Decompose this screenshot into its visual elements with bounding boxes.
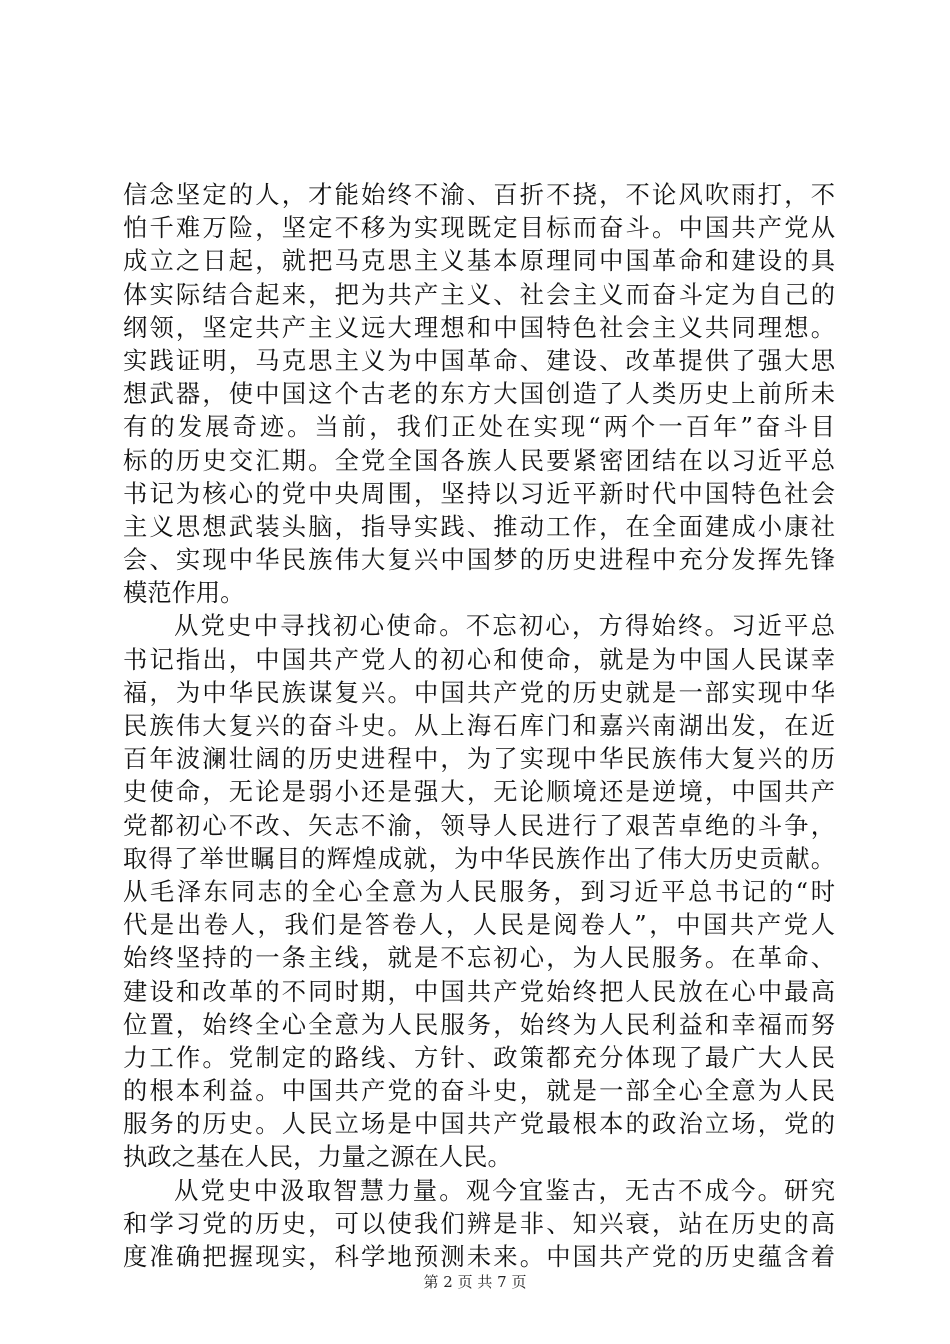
text-line: 执政之基在人民，力量之源在人民。 — [123, 1142, 512, 1172]
text-line: 史使命，无论是弱小还是强大，无论顺境还是逆境，中国共产 — [123, 777, 835, 807]
document-body — [123, 178, 835, 1273]
text-line: 福，为中华民族谋复兴。中国共产党的历史就是一部实现中华 — [123, 677, 835, 707]
text-line: 始终坚持的一条主线，就是不忘初心，为人民服务。在革命、 — [123, 943, 835, 973]
text-line: 党都初心不改、矢志不渝，领导人民进行了艰苦卓绝的斗争， — [123, 810, 835, 840]
text-line: 信念坚定的人，才能始终不渝、百折不挠，不论风吹雨打，不 — [123, 180, 835, 209]
text-line: 实践证明，马克思主义为中国革命、建设、改革提供了强大思 — [123, 345, 835, 375]
page-footer: 第 2 页 共 7 页 — [423, 1273, 527, 1291]
text-line: 力工作。党制定的路线、方针、政策都充分体现了最广大人民 — [123, 1042, 835, 1072]
text-line: 成立之日起，就把马克思主义基本原理同中国革命和建设的具 — [123, 246, 835, 276]
text-line: 民族伟大复兴的奋斗史。从上海石库门和嘉兴南湖出发，在近 — [123, 711, 835, 740]
text-line: 主义思想武装头脑，指导实践、推动工作，在全面建成小康社 — [123, 511, 835, 541]
text-line: 代是出卷人，我们是答卷人，人民是阅卷人”，中国共产党人 — [123, 910, 835, 940]
text-line: 怕千难万险，坚定不移为实现既定目标而奋斗。中国共产党从 — [123, 213, 835, 243]
text-line: 从毛泽东同志的全心全意为人民服务，到习近平总书记的“时 — [123, 876, 835, 906]
text-line: 和学习党的历史，可以使我们辨是非、知兴衰，站在历史的高 — [123, 1208, 835, 1238]
text-line: 度准确把握现实，科学地预测未来。中国共产党的历史蕴含着 — [123, 1242, 835, 1271]
text-line: 有的发展奇迹。当前，我们正处在实现“两个一百年”奋斗目 — [123, 412, 835, 442]
text-line: 标的历史交汇期。全党全国各族人民要紧密团结在以习近平总 — [123, 445, 835, 475]
text-line: 书记为核心的党中央周围，坚持以习近平新时代中国特色社会 — [123, 478, 835, 508]
paragraph-first-line: 从党史中汲取智慧力量。观今宜鉴古，无古不成今。研究 — [174, 1175, 835, 1205]
text-line: 位置，始终全心全意为人民服务，始终为人民利益和幸福而努 — [123, 1009, 835, 1039]
text-line: 的根本利益。中国共产党的奋斗史，就是一部全心全意为人民 — [123, 1076, 835, 1106]
text-line: 会、实现中华民族伟大复兴中国梦的历史进程中充分发挥先锋 — [123, 545, 835, 575]
text-line: 纲领，坚定共产主义远大理想和中国特色社会主义共同理想。 — [123, 312, 835, 342]
text-line: 模范作用。 — [123, 578, 245, 608]
text-line: 书记指出，中国共产党人的初心和使命，就是为中国人民谋幸 — [123, 644, 835, 674]
text-line: 百年波澜壮阔的历史进程中，为了实现中华民族伟大复兴的历 — [123, 744, 835, 774]
text-line: 取得了举世瞩目的辉煌成就，为中华民族作出了伟大历史贡献。 — [123, 843, 835, 873]
text-line: 想武器，使中国这个古老的东方大国创造了人类历史上前所未 — [123, 379, 835, 409]
text-line: 服务的历史。人民立场是中国共产党最根本的政治立场，党的 — [123, 1109, 835, 1139]
text-line: 建设和改革的不同时期，中国共产党始终把人民放在心中最高 — [123, 976, 835, 1006]
paragraph-first-line: 从党史中寻找初心使命。不忘初心，方得始终。习近平总 — [174, 611, 835, 641]
text-line: 体实际结合起来，把为共产主义、社会主义而奋斗定为自己的 — [123, 279, 835, 309]
